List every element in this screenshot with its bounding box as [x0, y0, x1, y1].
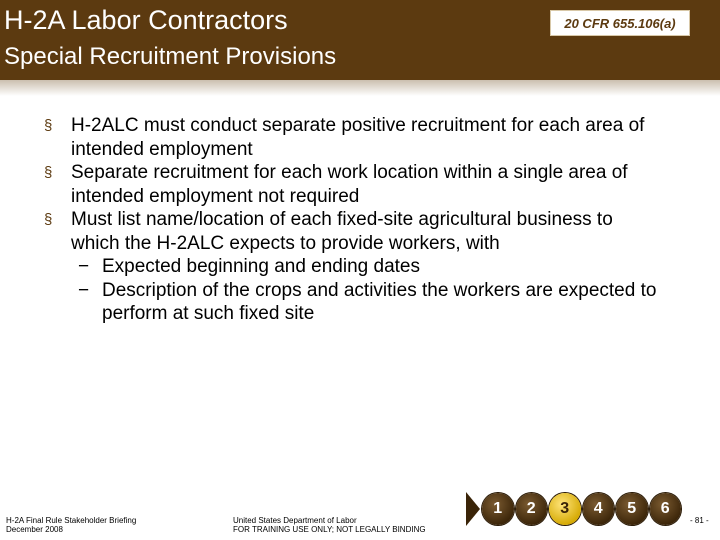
dash-marker-icon: −	[78, 256, 90, 277]
slide-body	[44, 114, 664, 326]
bullet-text: Must list name/location of each fixed-site agricultural business to which the H-2ALC expects to provide workers, with	[71, 209, 613, 254]
dash-marker-icon: −	[78, 279, 90, 301]
footer-briefing-info	[6, 516, 136, 534]
nav-arrow-icon	[466, 492, 480, 526]
bullet-text: H-2ALC must conduct separate positive recruitment for each area of intended employment	[71, 115, 645, 160]
section-nav	[466, 490, 682, 528]
bullet-marker-icon: §	[44, 211, 53, 228]
bullet-list	[44, 114, 664, 326]
bullet-item	[44, 208, 664, 255]
bullet-item	[44, 161, 664, 208]
nav-step-1[interactable]: 1	[482, 493, 514, 525]
nav-step-6[interactable]: 6	[650, 493, 682, 525]
header-shadow	[0, 80, 720, 96]
footer-dol-name: United States Department of Labor	[233, 516, 357, 525]
slide-title: H-2A Labor Contractors	[4, 5, 288, 35]
nav-step-4[interactable]: 4	[583, 493, 615, 525]
nav-step-2[interactable]: 2	[516, 493, 548, 525]
nav-step-5[interactable]: 5	[616, 493, 648, 525]
footer-briefing-title: H-2A Final Rule Stakeholder Briefing	[6, 516, 137, 525]
sub-bullet-text: Expected beginning and ending dates	[102, 256, 420, 277]
sub-bullet-item	[44, 279, 664, 326]
bullet-text: Separate recruitment for each work location within a single area of intended employment not required	[71, 162, 628, 207]
bullet-marker-icon: §	[44, 117, 53, 134]
footer-disclaimer: FOR TRAINING USE ONLY; NOT LEGALLY BINDING	[233, 525, 426, 534]
slide-subtitle: Special Recruitment Provisions	[4, 43, 337, 70]
page-number: - 81 -	[690, 516, 709, 525]
nav-step-3[interactable]: 3	[549, 493, 581, 525]
footer-dol-info	[233, 516, 426, 534]
sub-bullet-item	[44, 255, 664, 279]
sub-bullet-text: Description of the crops and activities the workers are expected to perform at such fixed site	[102, 279, 657, 324]
slide-header	[0, 0, 720, 80]
bullet-item	[44, 114, 664, 161]
cfr-citation-badge: 20 CFR 655.106(a)	[550, 10, 690, 36]
footer-briefing-date: December 2008	[6, 525, 63, 534]
bullet-marker-icon: §	[44, 164, 53, 181]
